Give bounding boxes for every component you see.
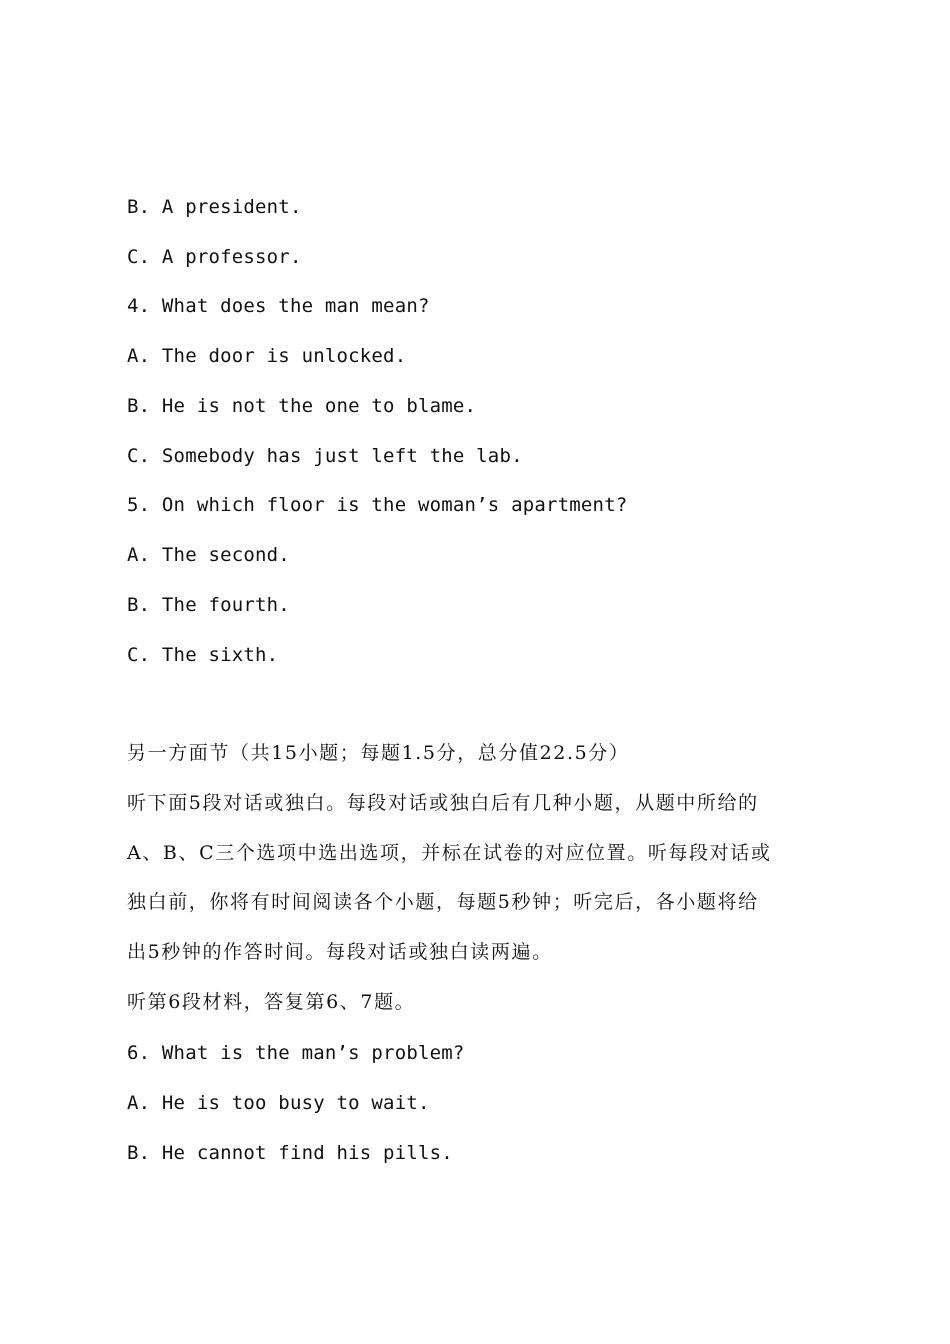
q6-option-a: A. He is too busy to wait. bbox=[127, 1092, 430, 1114]
instructions-line-3: 独白前，你将有时间阅读各个小题，每题5秒钟；听完后，各小题将给 bbox=[127, 891, 759, 913]
q4-option-c: C. Somebody has just left the lab. bbox=[127, 445, 523, 467]
material-6-instruction: 听第6段材料，答复第6、7题。 bbox=[127, 991, 416, 1013]
instructions-line-4: 出5秒钟的作答时间。每段对话或独白读两遍。 bbox=[127, 941, 553, 963]
instructions-line-2: A、B、C三个选项中选出选项，并标在试卷的对应位置。听每段对话或 bbox=[127, 842, 772, 864]
q3-option-b: B. A president. bbox=[127, 196, 302, 218]
question-4: 4. What does the man mean? bbox=[127, 295, 430, 317]
question-6: 6. What is the man’s problem? bbox=[127, 1042, 465, 1064]
q5-option-b: B. The fourth. bbox=[127, 594, 290, 616]
q4-option-a: A. The door is unlocked. bbox=[127, 345, 407, 367]
q5-option-a: A. The second. bbox=[127, 544, 290, 566]
question-5: 5. On which floor is the woman’s apartment? bbox=[127, 494, 628, 516]
instructions-line-1: 听下面5段对话或独白。每段对话或独白后有几种小题，从题中所给的 bbox=[127, 792, 759, 814]
section-heading: 另一方面节（共15小题；每题1.5分，总分值22.5分） bbox=[127, 742, 630, 764]
q6-option-b: B. He cannot find his pills. bbox=[127, 1142, 453, 1164]
q5-option-c: C. The sixth. bbox=[127, 644, 279, 666]
q4-option-b: B. He is not the one to blame. bbox=[127, 395, 477, 417]
q3-option-c: C. A professor. bbox=[127, 246, 302, 268]
